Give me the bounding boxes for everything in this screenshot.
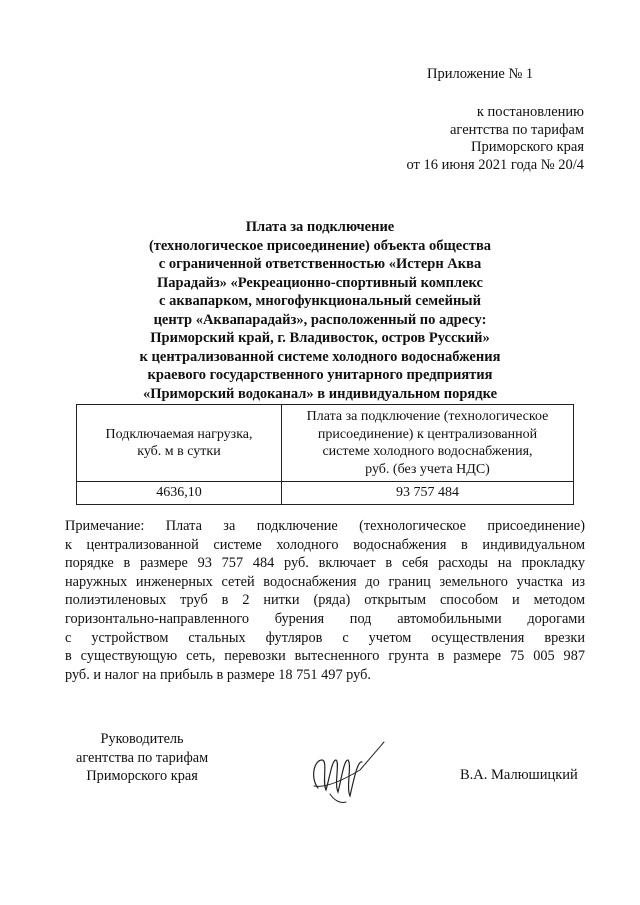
note-line: наружных инженерных сетей водоснабжения до границ земельного участка из xyxy=(65,573,585,590)
note-line: с устройством стальных футляров с учетом осуществления врезки xyxy=(65,629,585,646)
note-line: к централизованной системе холодного водоснабжения в индивидуальном xyxy=(65,536,585,553)
heading-line: с аквапарком, многофункциональный семейный xyxy=(159,293,481,309)
heading-line: центр «Аквапарадайз», расположенный по адресу: xyxy=(153,311,487,328)
header-line: Подключаемая нагрузка, xyxy=(105,426,253,442)
signer-name: В.А. Малюшицкий xyxy=(460,767,578,783)
position-line: Руководитель xyxy=(100,731,184,747)
header-cell-fee xyxy=(282,405,574,482)
heading-line: краевого государственного унитарного предприятия xyxy=(147,367,493,383)
note-line: руб. и налог на прибыль в размере 18 751 497 руб. xyxy=(65,666,371,683)
header-line: руб. (без учета НДС) xyxy=(365,461,490,477)
heading-line: Приморский край, г. Владивосток, остров Русский» xyxy=(150,330,490,346)
table-header-row xyxy=(77,405,574,482)
heading-line: с ограниченной ответственностью «Истерн Аква xyxy=(158,256,482,272)
heading-line: «Приморский водоканал» в индивидуальном порядке xyxy=(142,385,498,402)
appendix-line: от 16 июня 2021 года № 20/4 xyxy=(406,156,584,173)
position-line: агентства по тарифам xyxy=(76,749,209,766)
note-line: горизонтально-направленного бурения под автомобильными дорогами xyxy=(65,610,585,627)
header-line: куб. м в сутки xyxy=(137,444,221,459)
note-line: порядке в размере 93 757 484 руб. включает в себя расходы на прокладку xyxy=(65,555,585,572)
note-paragraph xyxy=(65,517,585,684)
heading-line: (технологическое присоединение) объекта общества xyxy=(148,237,492,254)
header-line: Плата за подключение (технологическое xyxy=(306,409,549,424)
signatory-position xyxy=(76,730,208,786)
appendix-line: агентства по тарифам xyxy=(450,121,584,138)
document-heading xyxy=(60,218,580,403)
table-row xyxy=(77,482,574,505)
header-line: системе холодного водоснабжения, xyxy=(322,444,533,459)
cell-load: 4636,10 xyxy=(77,482,282,505)
fee-table xyxy=(76,404,574,505)
appendix-line: к постановлению xyxy=(476,104,584,120)
appendix-reference xyxy=(364,104,584,174)
note-line: в существующую сеть, перевозки вытесненного грунта в размере 75 005 987 xyxy=(65,648,585,665)
handwritten-signature xyxy=(300,730,390,810)
header-cell-load xyxy=(77,405,282,482)
cell-fee: 93 757 484 xyxy=(282,482,574,505)
note-line: полиэтиленовых труб в 2 нитки (ряда) открытым способом и методом xyxy=(65,592,585,609)
heading-line: Плата за подключение xyxy=(245,219,395,235)
appendix-line: Приморского края xyxy=(470,139,584,156)
note-line: Примечание: Плата за подключение (технологическое присоединение) xyxy=(65,518,585,534)
appendix-title: Приложение № 1 xyxy=(427,66,534,82)
position-line: Приморского края xyxy=(86,768,198,784)
header-line: присоединение) к централизованной xyxy=(317,426,538,442)
heading-line: Парадайз» «Рекреационно-спортивный комплекс xyxy=(157,274,483,291)
heading-line: к централизованной системе холодного водоснабжения xyxy=(139,348,501,365)
